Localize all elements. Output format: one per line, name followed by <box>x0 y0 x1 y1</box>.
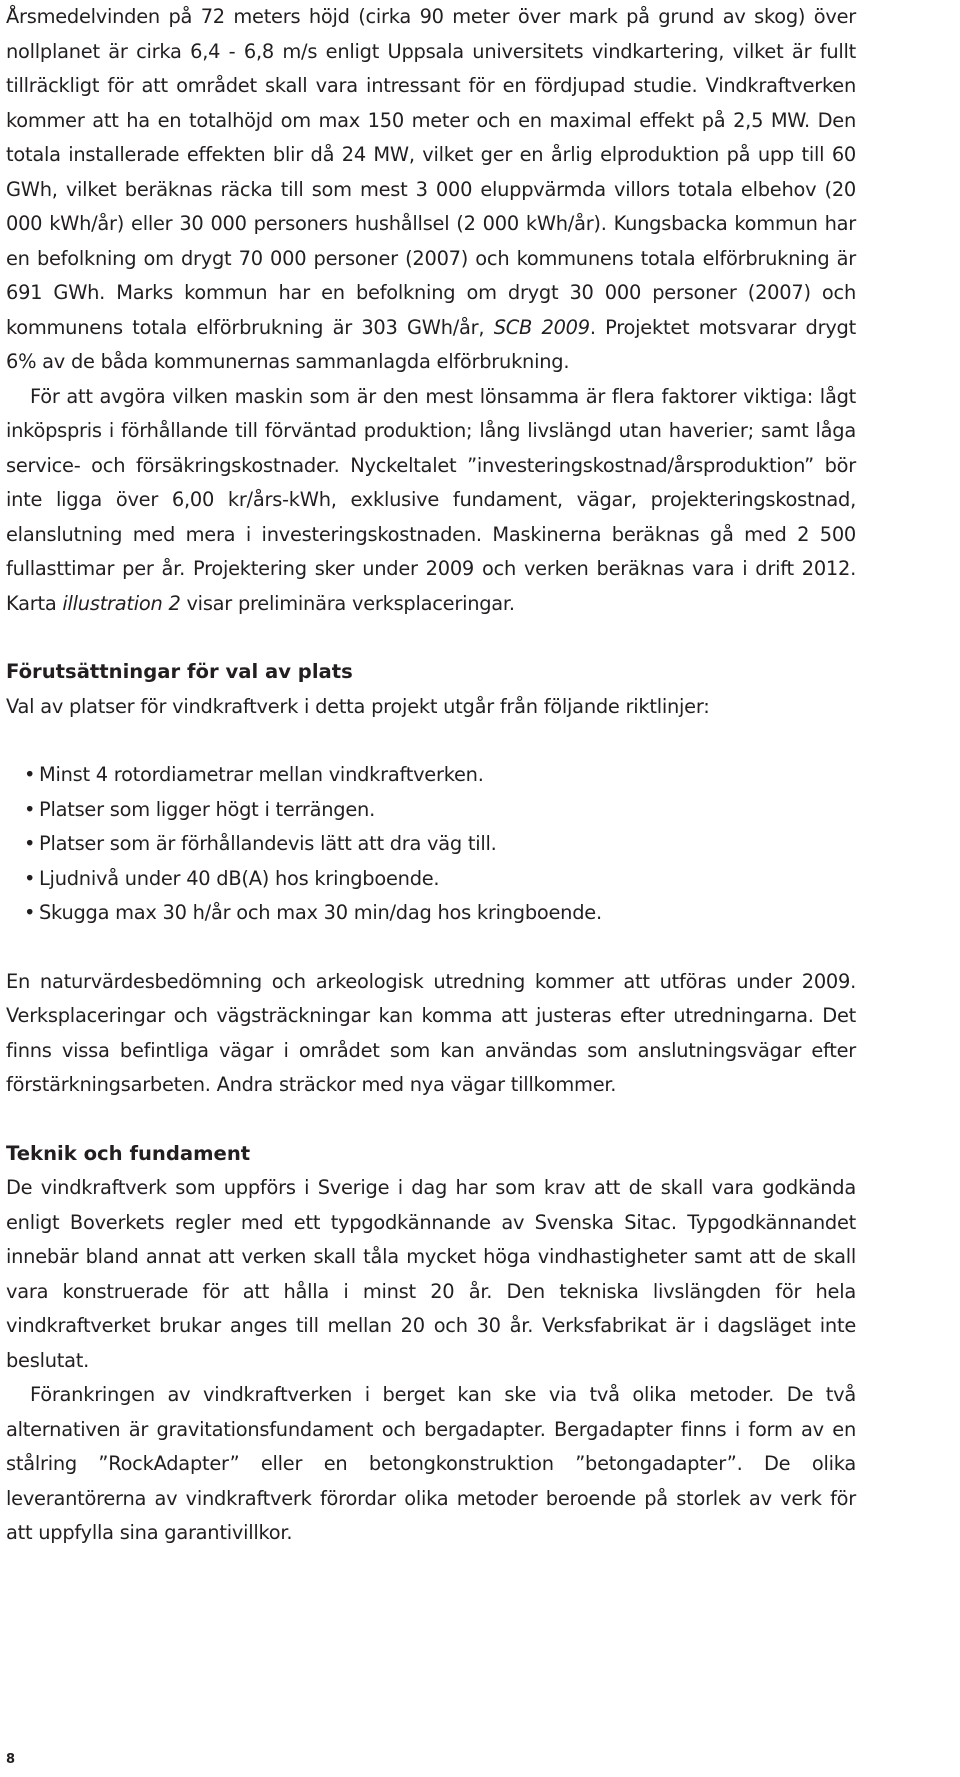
list-item <box>24 827 856 862</box>
list-item-text: Ljudnivå under 40 dB(A) hos kringboende. <box>39 866 440 890</box>
text-run: . Projektet motsvarar drygt 6% av de båda kommunernas sammanlagda elförbrukning. <box>6 315 856 373</box>
list-item <box>24 896 856 931</box>
tech-paragraph-foundation: Förankringen av vindkraftverken i berget kan ske via två olika metoder. De två alternativen är gravitationsfundament och bergadapter. Bergadapter finns i form av en stålring ”RockAdapter” eller en betongkonstruktion ”betongadapter”. De olika leverantörerna av vindkraftverk förordar olika metoder beroende på storlek av verk för att uppfylla sina garantivillkor. <box>6 1383 856 1544</box>
bullet-marker: • <box>24 901 36 924</box>
tech-paragraph-approval: De vindkraftverk som uppförs i Sverige i dag har som krav att de skall vara godkända enligt Boverkets regler med ett typgodkännande av Svenska Sitac. Typgodkännandet innebär bland annat att verken skall tåla mycket höga vindhastigheter samt att de skall vara konstruerade för att hålla i minst 20 år. Den tekniska livslängden för hela vindkraftverket brukar anges till mellan 20 och 30 år. Verksfabrikat är i dagsläget inte beslutat. <box>6 1176 856 1372</box>
section-lead: Val av platser för vindkraftverk i detta projekt utgår från följande riktlinjer: <box>6 694 710 718</box>
list-item <box>24 793 856 828</box>
illustration-reference: illustration 2 <box>62 591 181 615</box>
list-item-text: Skugga max 30 h/år och max 30 min/dag hos kringboende. <box>39 901 602 924</box>
intro-paragraph-machine <box>6 380 856 622</box>
text-run: För att avgöra vilken maskin som är den mest lönsamma är flera faktorer viktiga: lågt inköpspris i förhållande till förväntad produktion; lång livslängd utan haverier; samt låga service- och försäkringskostnader. Nyckeltalet ”investeringskostnad/årsproduktion” bör inte ligga över 6,00 kr/års-kWh, exklusive fundament, vägar, projekteringskostnad, elanslutning med mera i investeringskostnaden. Maskinerna beräknas gå med 2 500 fullasttimar per år. Projektering sker under 2009 och verken beräknas vara i drift 2012. Karta <box>6 384 856 615</box>
bullet-marker: • <box>24 832 36 855</box>
section-heading: Teknik och fundament <box>6 1141 251 1165</box>
source-reference: SCB 2009 <box>493 315 590 339</box>
section-heading: Förutsättningar för val av plats <box>6 660 353 683</box>
section-technology <box>6 1137 856 1551</box>
page-number: 8 <box>6 1752 16 1767</box>
list-item-text: Platser som ligger högt i terrängen. <box>39 797 375 821</box>
list-item <box>24 758 856 793</box>
bullet-marker: • <box>24 797 36 821</box>
list-item-text: Platser som är förhållandevis lätt att dra väg till. <box>39 832 497 855</box>
bullet-marker: • <box>24 763 36 786</box>
survey-paragraph: En naturvärdesbedömning och arkeologisk utredning kommer att utföras under 2009. Verksplaceringar och vägsträckningar kan komma att justeras efter utredningarna. Det finns vissa befintliga vägar i området som kan användas som anslutningsvägar efter förstärkningsarbeten. Andra sträckor med nya vägar tillkommer. <box>6 969 856 1096</box>
list-item <box>24 862 856 897</box>
section-site-selection <box>6 655 856 1103</box>
bullet-marker: • <box>24 866 36 890</box>
intro-paragraph-wind <box>6 0 856 380</box>
text-run: Årsmedelvinden på 72 meters höjd (cirka 90 meter över mark på grund av skog) över nollplanet är cirka 6,4 - 6,8 m/s enligt Uppsala universitets vindkartering, vilket är fullt tillräckligt för att området skall vara intressant för en fördjupad studie. Vindkraftverken kommer att ha en totalhöjd om max 150 meter och en maximal effekt på 2,5 MW. Den totala installerade effekten blir då 24 MW, vilket ger en årlig elproduktion på upp till 60 GWh, vilket beräknas räcka till som mest 3 000 eluppvärmda villors totala elbehov (20 000 kWh/år) eller 30 000 personers hushållsel (2 000 kWh/år). Kungsbacka kommun har en befolkning om drygt 70 000 personer (2007) och kommunens totala elförbrukning är 691 GWh. Marks kommun har en befolkning om drygt 30 000 personer (2007) och kommunens totala elförbrukning är 303 GWh/år, <box>6 5 856 339</box>
guideline-list <box>24 758 856 931</box>
list-item-text: Minst 4 rotordiametrar mellan vindkraftverken. <box>39 763 484 786</box>
text-run: visar preliminära verksplaceringar. <box>180 591 515 615</box>
document-page <box>6 0 856 1551</box>
